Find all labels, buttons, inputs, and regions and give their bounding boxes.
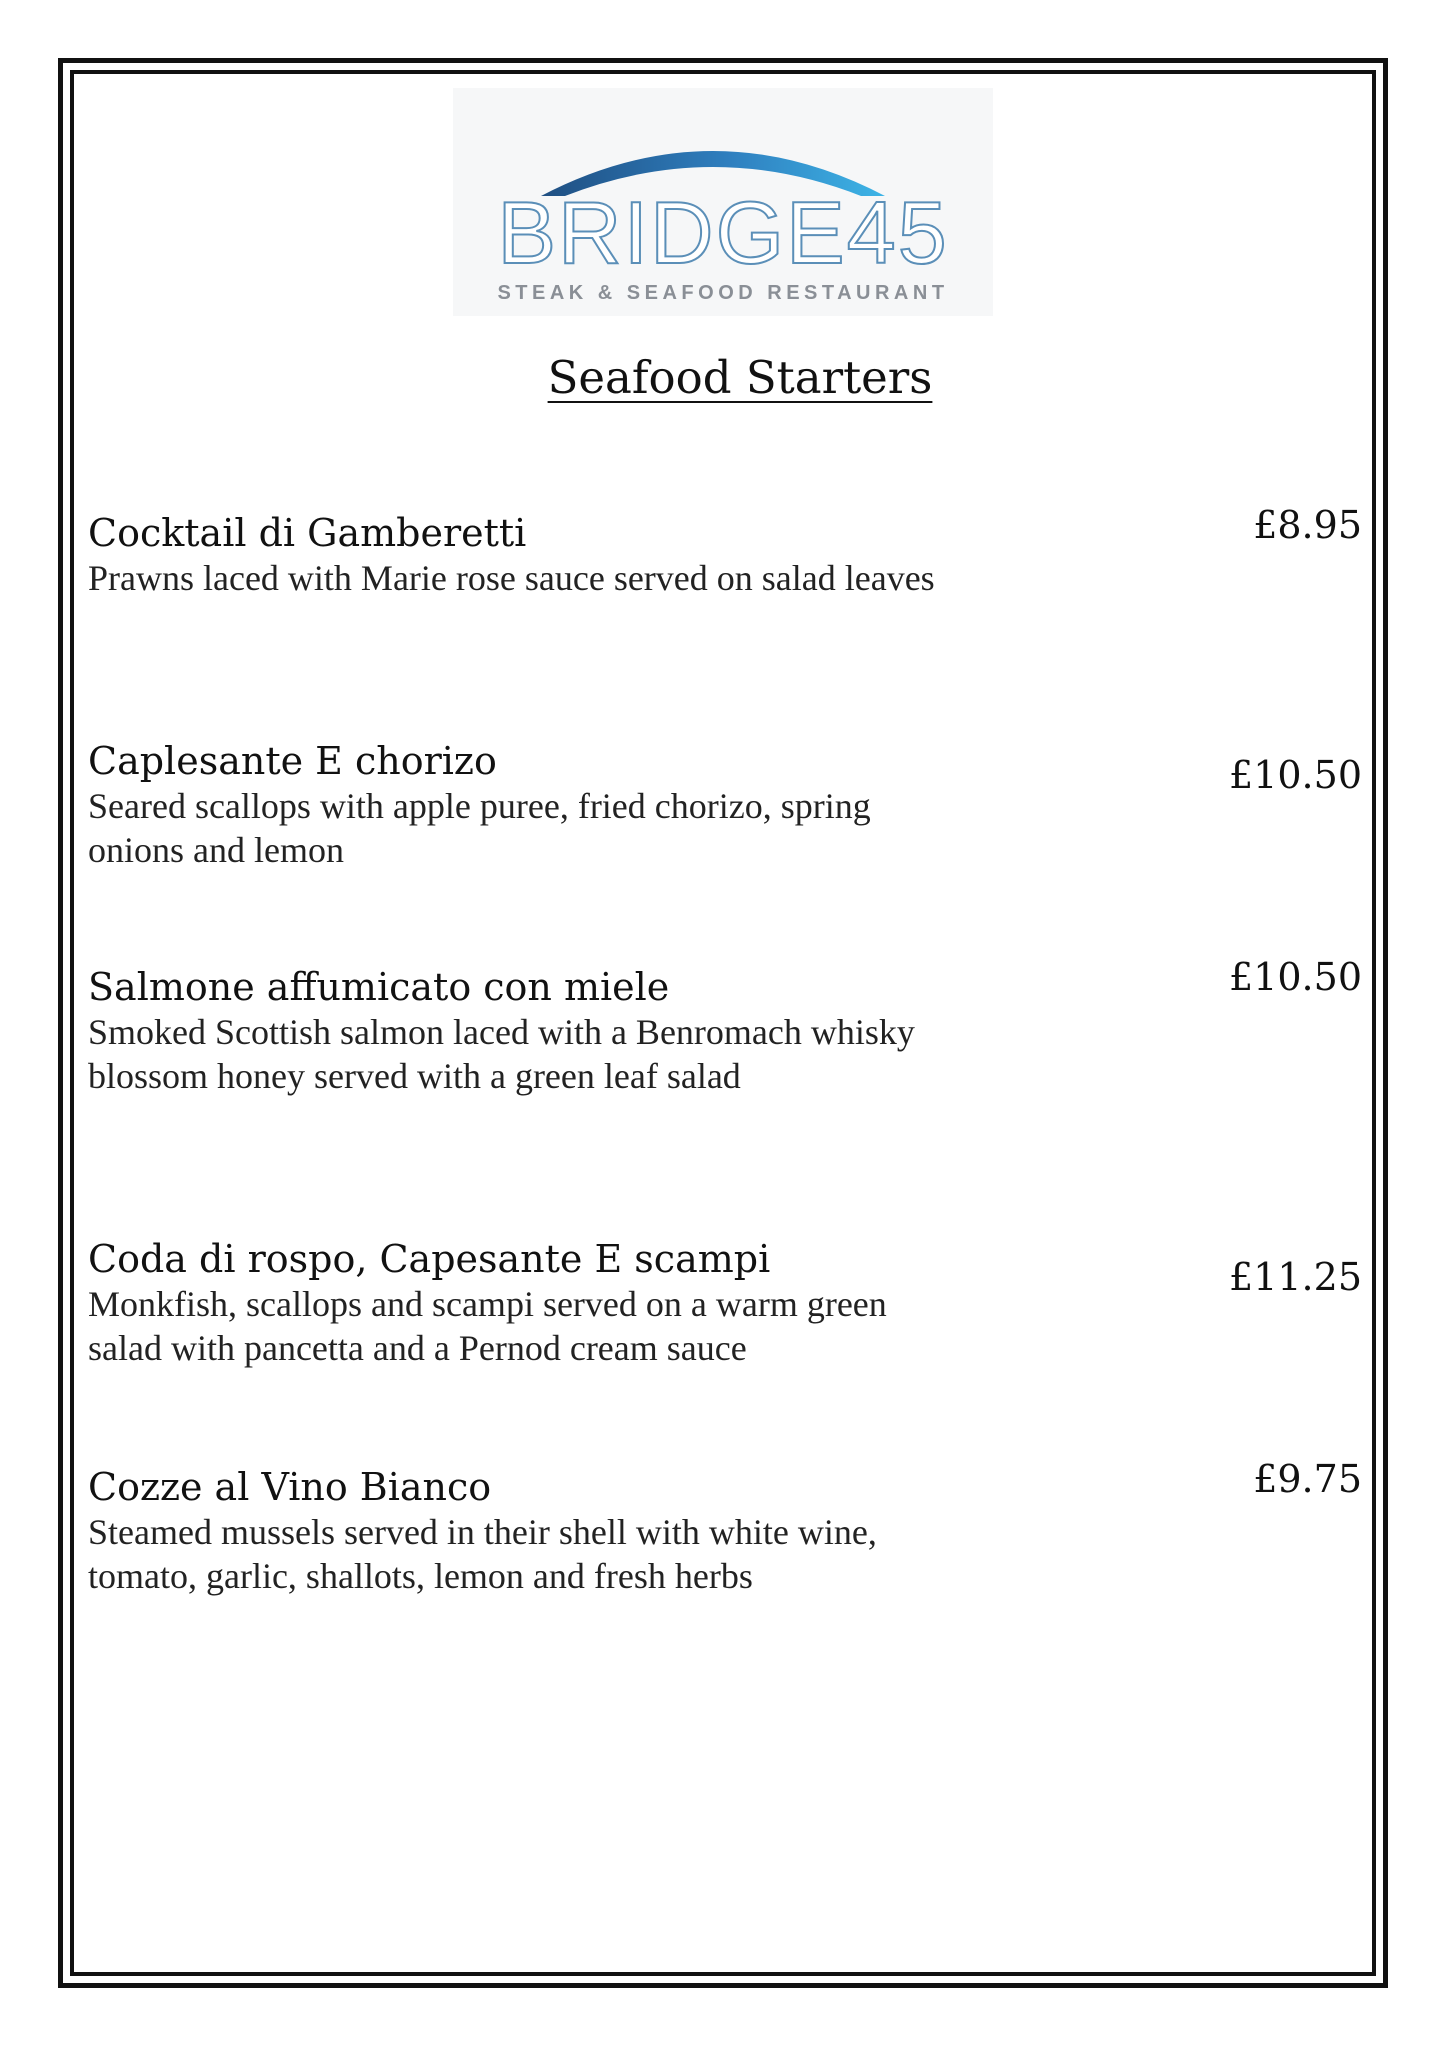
menu-item-price: £10.50 [1229,955,1362,999]
menu-item [88,1236,968,1370]
menu-item-name: Cocktail di Gamberetti [88,511,527,555]
menu-item-name: Coda di rospo, Capesante E scampi [88,1237,771,1281]
menu-item-name: Cozze al Vino Bianco [88,1465,492,1509]
menu-item-price: £11.25 [1229,1255,1362,1299]
section-title [0,348,1448,408]
menu-item-description: Prawns laced with Marie rose sauce served on salad leaves [88,558,935,598]
logo-tagline: STEAK & SEAFOOD RESTAURANT [497,282,949,304]
menu-item-description: Steamed mussels served in their shell with white wine, tomato, garlic, shallots, lemon and fresh herbs [88,1512,877,1596]
menu-item-name: Caplesante E chorizo [88,739,497,783]
menu-item-price: £10.50 [1229,753,1362,797]
menu-item-price: £9.75 [1253,1457,1362,1501]
menu-item-description: Monkfish, scallops and scampi served on a warm green salad with pancetta and a Pernod cream sauce [88,1284,887,1368]
menu-item [88,1464,968,1598]
menu-item-description: Smoked Scottish salmon laced with a Benromach whisky blossom honey served with a green leaf salad [88,1012,915,1096]
menu-item [88,510,968,600]
menu-item [88,964,968,1098]
section-title-text: Seafood Starters [547,351,933,404]
menu-item-description: Seared scallops with apple puree, fried chorizo, spring onions and lemon [88,786,871,870]
menu-item [88,738,968,872]
menu-item-price: £8.95 [1253,503,1362,547]
logo-wordmark: BRIDGE45 [497,183,949,282]
menu-item-name: Salmone affumicato con miele [88,965,670,1009]
restaurant-logo [453,88,993,316]
